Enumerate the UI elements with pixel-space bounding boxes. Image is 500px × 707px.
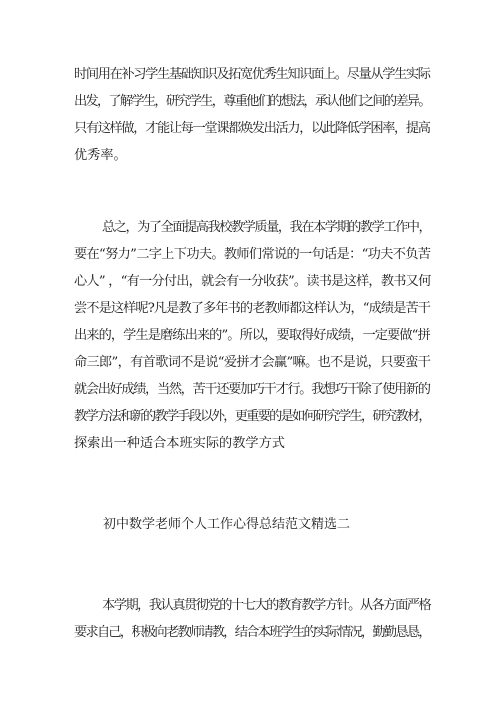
paragraph-1-line-3: 只有这样做，才能让每一堂课都焕发出活力，以此降低学困率，提高 [74,121,430,136]
paragraph-2-line-5: 出来的，学生是磨练出来的”。所以，要取得好成绩，一定要做“拼 [74,328,430,343]
paragraph-2-line-9: 探索出一种适合本班实际的教学方式 [74,436,285,451]
paragraph-1-line-2: 出发，了解学生，研究学生，尊重他们的想法，承认他们之间的差异。 [74,94,430,109]
paragraph-3-line-2: 要求自己，积极向老教师请教，结合本班学生的实际情况，勤勤恳恳， [74,625,430,640]
paragraph-2-line-3: 心人” ，“有一分付出，就会有一分收获”。读书是这样，教书又何 [74,274,431,289]
paragraph-2-line-6: 命三郎”，有首歌词不是说“爱拼才会赢”嘛。也不是说，只要蛮干 [74,355,431,370]
paragraph-2-line-1: 总之，为了全面提高我校教学质量，我在本学期的教学工作中， [102,220,431,235]
paragraph-2-line-2: 要在“努力”二字上下功夫。教师们常说的一句话是：“功夫不负苦 [74,247,431,262]
section-heading: 初中数学老师个人工作心得总结范文精选二 [103,517,351,532]
paragraph-2-line-4: 尝不是这样呢?凡是教了多年书的老教师都这样认为，“成绩是苦干 [74,301,431,316]
paragraph-2-line-8: 教学方法和新的教学手段以外，更重要的是如何研究学生，研究教材， [74,409,430,424]
paragraph-3-line-1: 本学期，我认真贯彻党的十七大的教育教学方针。从各方面严格 [102,598,431,613]
paragraph-1-line-4: 优秀率。 [74,148,127,163]
paragraph-2-line-7: 就会出好成绩，当然，苦干还要加巧干才行。我想巧干除了使用新的 [74,382,430,397]
paragraph-1-line-1: 时间用在补习学生基础知识及拓宽优秀生知识面上。尽量从学生实际 [74,67,430,82]
